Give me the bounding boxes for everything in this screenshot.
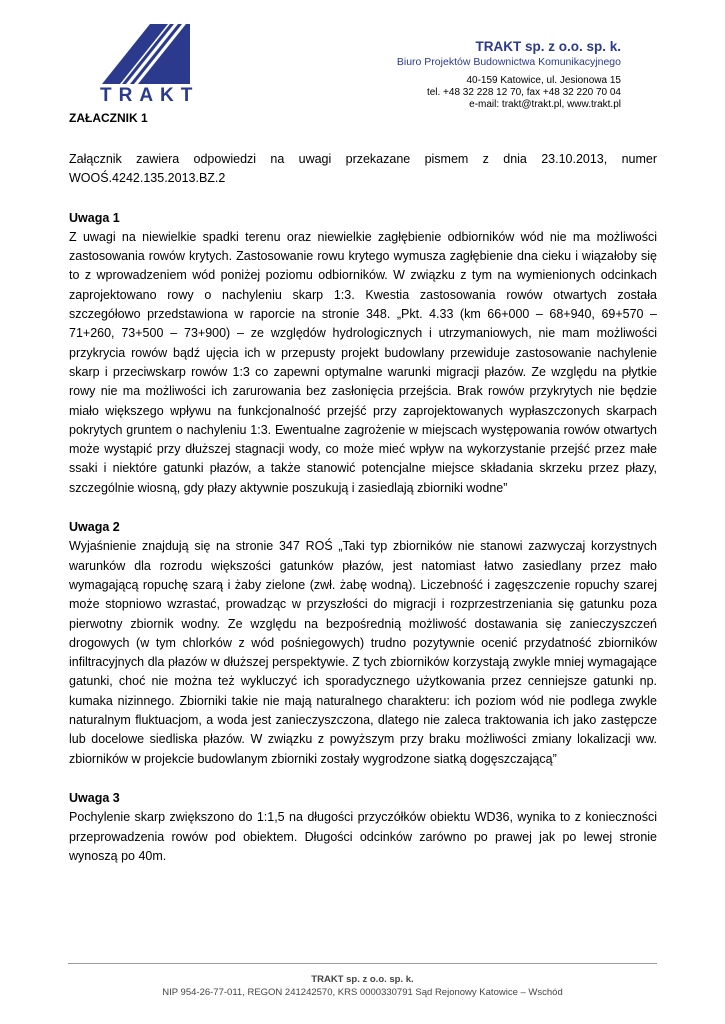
footer-divider <box>68 963 657 964</box>
logo-wordmark: TRAKT <box>100 85 200 106</box>
section-text: Z uwagi na niewielkie spadki terenu oraz niewielkie zagłębienie odbiorników wód nie ma możliwości zastosowania rowów krytych. Zastosowanie rowu krytego wymusza zagłębienie dna cieku i wiązałoby się to z wprowadzeniem wód poniżej poziomu odbiorników. W związku z tym na wymienionych odcinkach zaprojektowano rowy o nachyleniu skarp 1:3. Kwestia zastosowania rowów otwartych została szczegółowo przedstawiona w raporcie na stronie 348. „Pkt. 4.33 (km 66+000 – 68+940, 69+570 – 71+260, 73+500 – 73+900) – ze względów hydrologicznych i utrzymaniowych, nie mam możliwości przykrycia rowów bądź ujęcia ich w przepusty projekt budowlany przewiduje zastosowanie nachylenie skarp i przeciwskarp rowów 1:3 co zapewni optymalne warunki migracji płazów. Ze względu na płytkie rowy nie ma możliwości ich zarurowania bez zasłonięcia przejścia. Brak rowów przykrytych nie będzie miało większego wpływu na funkcjonalność przejść przy zaprojektowanych wypłaszczonych skarpach pokrytych gruntem o nachyleniu 1:3. Ewentualne zagrożenie w miejscach występowania rowów otwartych może wystąpić przy dłuższej stagnacji wody, co może mieć wpływ na wykorzystanie przejść przez małe ssaki i niektóre gatunki płazów, a także stanowić potencjalne miejsce składania skrzeku przez płazy, szczególnie wiosną, gdy płazy aktywnie poszukują i zasiedlają zbiorniki wodne” <box>69 229 657 495</box>
header-email: e-mail: trakt@trakt.pl, www.trakt.pl <box>469 99 621 110</box>
section-heading: Uwaga 3 <box>69 790 120 805</box>
section-text: Wyjaśnienie znajdują się na stronie 347 ROŚ „Taki typ zbiorników nie stanowi zazwyczaj korzystnych warunków dla rozrodu większości gatunków płazów, jest natomiast łatwo zasiedlany przez mało wymagającą ropuchę szarą i żaby zielone (zwł. żabę wodną). Liczebność i zagęszczenie ropuchy szarej może stopniowo wzrastać, prowadząc w przyszłości do migracji i rozprzestrzeniania się gatunku poza pierwotny zbiornik wodny. Ze względu na bezpośrednią możliwość dostawania się zanieczyszczeń drogowych (w tym chlorków z wód pośniegowych) trudno pozytywnie ocenić przydatność zbiorników infiltracyjnych dla płazów w dłuższej perspektywie. Z tych zbiorników korzystają zwykle mniej wymagające gatunki, choć nie można też wykluczyć ich sporadycznego użytkowania przez cenniejsze gatunki np. kumaka nizinnego. Zbiorniki takie nie mają naturalnego charakteru: ich poziom wód nie podlega zwykle naturalnym fluktuacjom, a woda jest zanieczyszczona, dlatego nie zaleca traktowania ich jako zastępcze lub docelowe siedliska płazów. W związku z powyższym przy braku możliwości zmiany lokalizacji ww. zbiorników w projekcie budowlanym zbiorniki zostały wygrodzone siatką dogęszczającą” <box>69 539 657 766</box>
header-address: 40-159 Katowice, ul. Jesionowa 15 <box>466 75 621 86</box>
section-heading: Uwaga 1 <box>69 210 120 225</box>
intro-paragraph: Załącznik zawiera odpowiedzi na uwagi przekazane pismem z dnia 23.10.2013, numer WOOŚ.4242.135.2013.BZ.2 <box>69 152 657 186</box>
section-uwaga-1 <box>69 209 657 498</box>
section-text: Pochylenie skarp zwiększono do 1:1,5 na długości przyczółków obiektu WD36, wynika to z konieczności przeprowadzenia rowów pod obiektem. Długości odcinków zarówno po prawej jak po lewej stronie wynoszą po 40m. <box>69 810 657 863</box>
document-title: ZAŁACZNIK 1 <box>69 111 148 125</box>
section-uwaga-2 <box>69 518 657 769</box>
document-body <box>69 150 657 886</box>
svg-text:R: R <box>181 73 185 80</box>
footer-registry: NIP 954-26-77-011, REGON 241242570, KRS 0000330791 Sąd Rejonowy Katowice – Wschód <box>162 987 563 998</box>
header-phone: tel. +48 32 228 12 70, fax +48 32 220 70 04 <box>426 87 621 98</box>
footer-company: TRAKT sp. z o.o. sp. k. <box>311 974 414 985</box>
header-company-name: TRAKT sp. z o.o. sp. k. <box>475 39 621 54</box>
header-subtitle: Biuro Projektów Budownictwa Komunikacyjnego <box>396 56 621 68</box>
section-uwaga-3 <box>69 789 657 866</box>
section-heading: Uwaga 2 <box>69 520 120 535</box>
